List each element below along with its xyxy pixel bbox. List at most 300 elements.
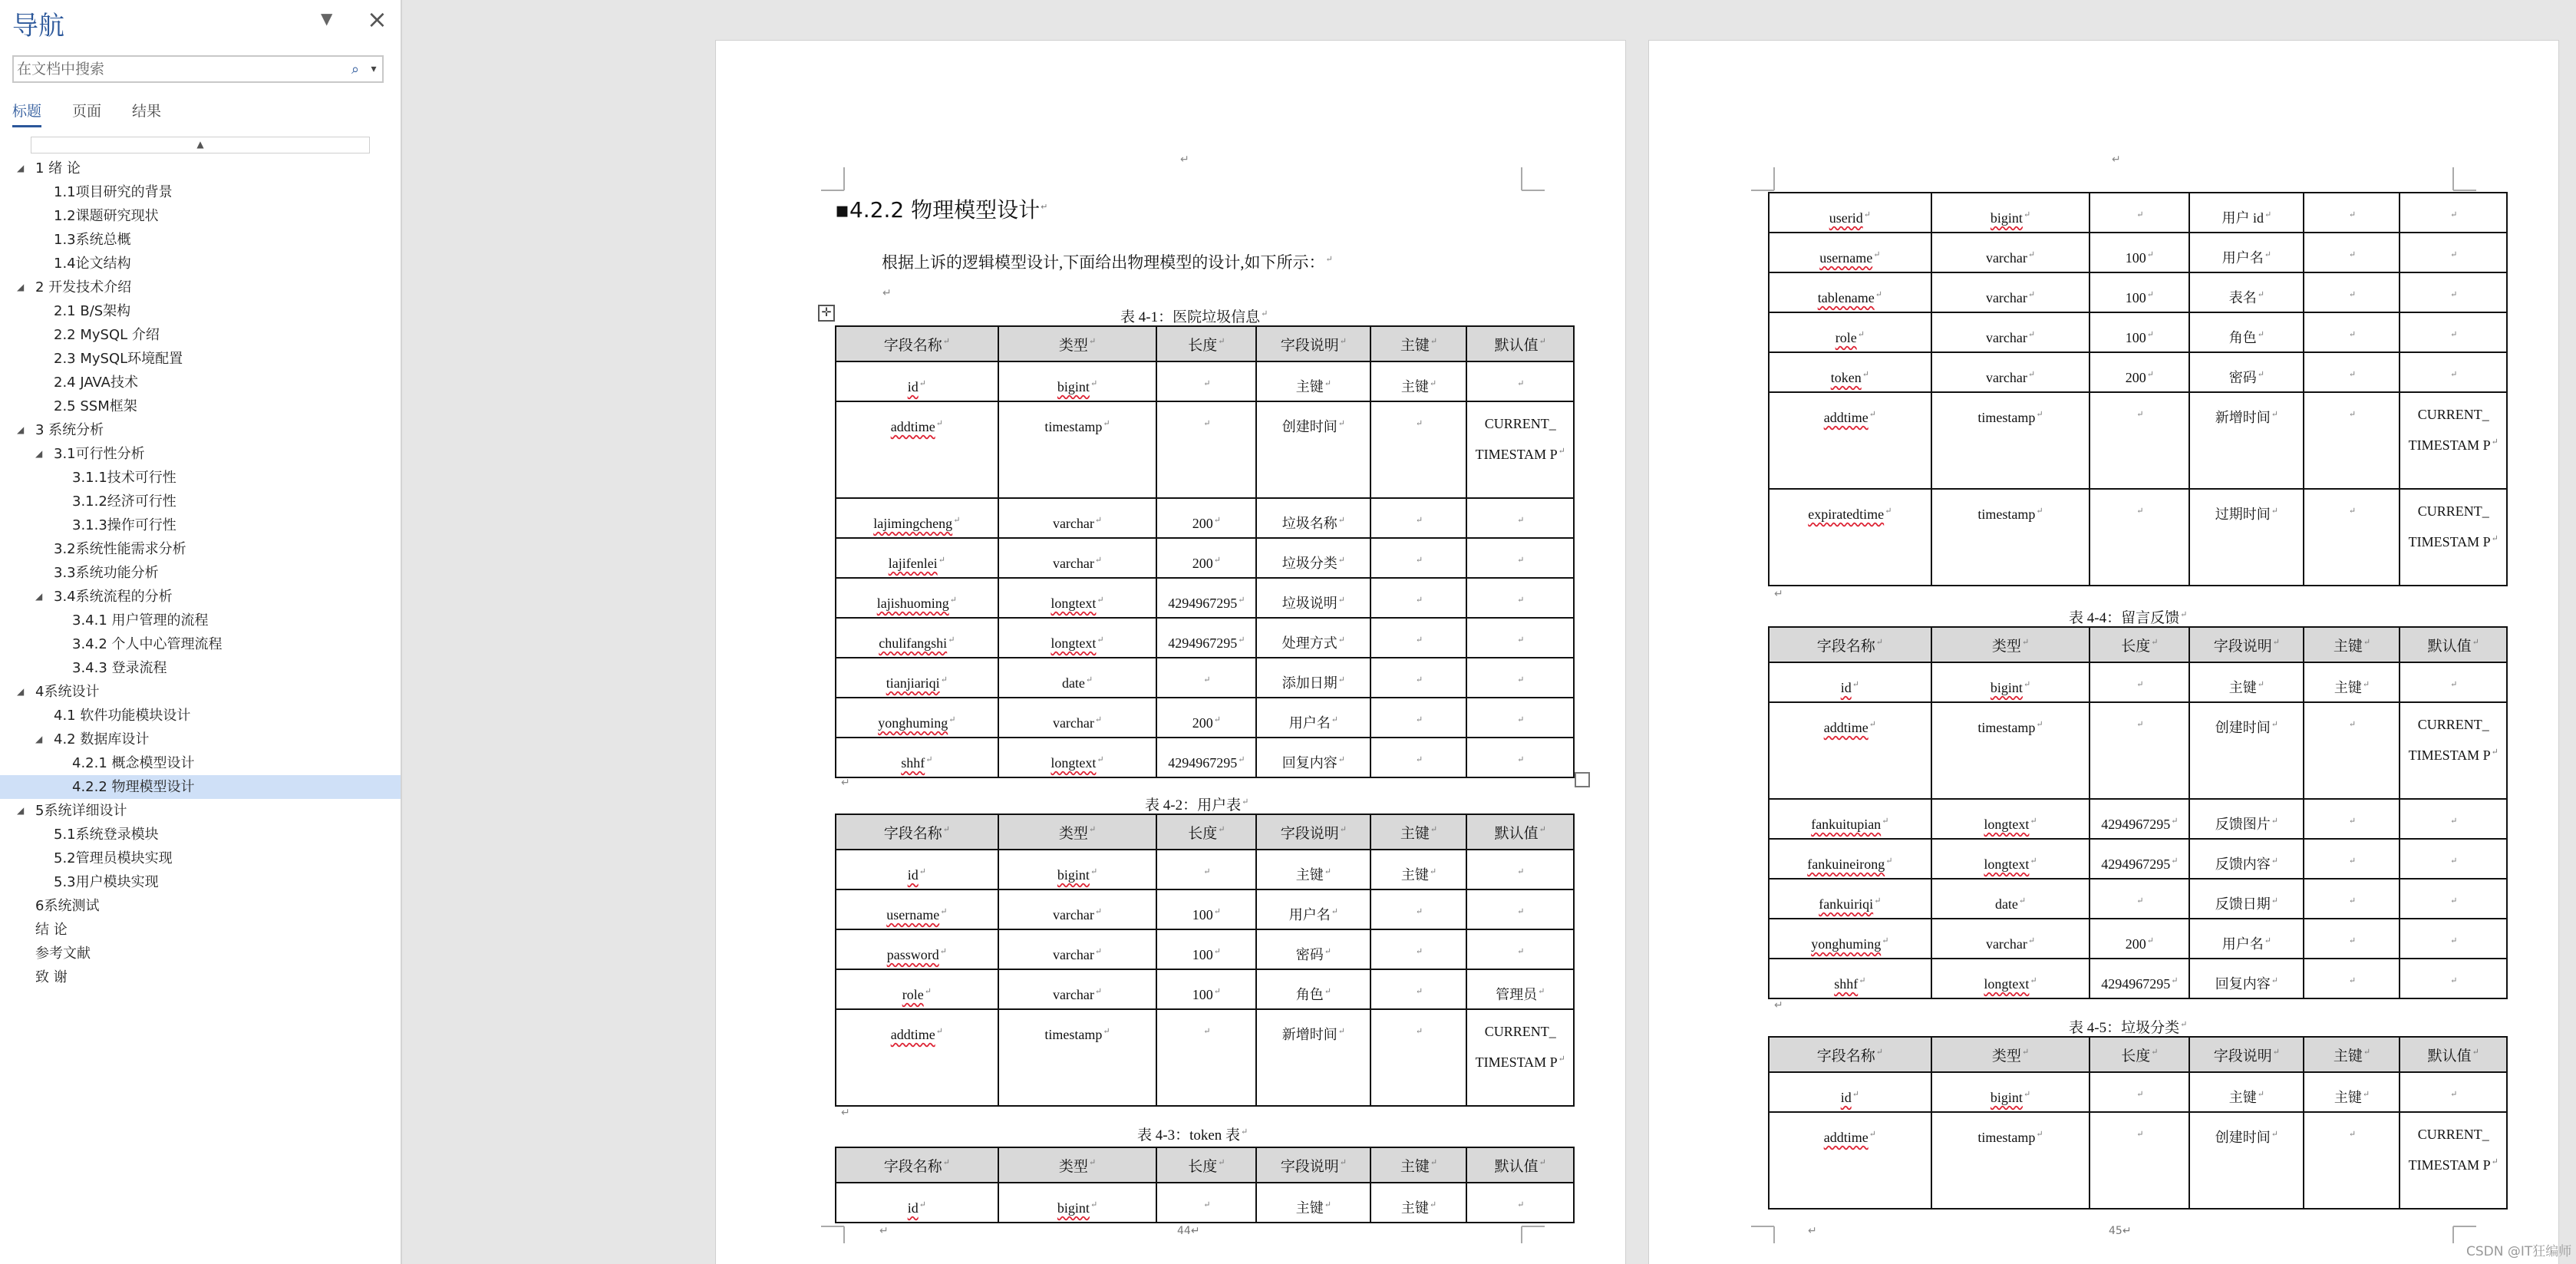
table-cell bbox=[2400, 702, 2507, 799]
cell-text: 主键 bbox=[2228, 1090, 2257, 1105]
table-cell bbox=[1769, 919, 1931, 959]
expand-triangle-icon[interactable]: ◢ bbox=[35, 734, 43, 744]
table-cell bbox=[2304, 839, 2400, 879]
cell-mark: ↵ bbox=[1415, 1027, 1423, 1036]
header-text: 默认值 bbox=[2427, 638, 2472, 655]
cell-text: 200 bbox=[2125, 936, 2146, 952]
table-cell bbox=[836, 618, 998, 658]
nav-heading-label: 4.2 数据库设计 bbox=[54, 731, 150, 748]
nav-heading-item[interactable] bbox=[0, 775, 401, 799]
cell-mark: ↵ bbox=[2271, 856, 2278, 866]
header-text: 长度 bbox=[2121, 638, 2151, 655]
caption-text: 表 4-4：留言反馈 bbox=[2069, 610, 2180, 626]
table-row bbox=[1769, 662, 2507, 702]
expand-triangle-icon[interactable]: ◢ bbox=[17, 686, 25, 697]
table-cell bbox=[2400, 799, 2507, 839]
table-cell bbox=[1466, 498, 1574, 538]
cell-text: longtext bbox=[1984, 856, 2030, 872]
nav-heading-label: 3.2系统性能需求分析 bbox=[54, 541, 186, 557]
table-cell bbox=[998, 538, 1157, 578]
table-row bbox=[836, 538, 1574, 578]
cell-mark: ↵ bbox=[2491, 1157, 2498, 1167]
table-row bbox=[836, 738, 1574, 777]
tab-headings[interactable]: 标题 bbox=[12, 100, 41, 127]
cell-mark: ↵ bbox=[2023, 1090, 2031, 1099]
nav-heading-item[interactable] bbox=[0, 942, 401, 965]
header-text: 主键 bbox=[1400, 337, 1430, 354]
cell-mark: ↵ bbox=[1863, 210, 1871, 219]
cell-mark: ↵ bbox=[1097, 755, 1104, 764]
cell-text: varchar bbox=[1052, 715, 1094, 731]
cell-mark: ↵ bbox=[1337, 755, 1345, 764]
cell-mark: ↵ bbox=[2491, 437, 2498, 447]
table-cell bbox=[1931, 839, 2090, 879]
nav-tabs bbox=[12, 100, 192, 127]
cell-text: 主键 bbox=[2334, 1090, 2362, 1105]
table-row bbox=[836, 578, 1574, 618]
table-caption-4-1: 表 4-1：医院垃圾信息↵ bbox=[1120, 309, 1268, 325]
cell-mark: ↵ bbox=[1097, 635, 1104, 645]
nav-heading-item[interactable] bbox=[0, 371, 401, 394]
nav-heading-item[interactable] bbox=[0, 894, 401, 918]
cell-text: 200 bbox=[1192, 556, 1213, 571]
table-cell bbox=[1370, 850, 1466, 889]
collapse-all-button[interactable]: ▲ bbox=[31, 137, 370, 153]
cell-text: lajimingcheng bbox=[873, 516, 953, 531]
table-cell bbox=[1466, 401, 1574, 498]
table-cell bbox=[1466, 889, 1574, 929]
table-header-cell bbox=[1256, 1147, 1370, 1183]
nav-heading-label: 致 谢 bbox=[35, 969, 68, 985]
cell-mark: ↵ bbox=[2450, 1090, 2458, 1099]
cell-mark: ↵ bbox=[2027, 330, 2036, 339]
table-header-cell bbox=[1370, 326, 1466, 361]
cell-mark: ↵ bbox=[1088, 1158, 1097, 1168]
cell-mark: ↵ bbox=[1094, 947, 1103, 956]
table-cell bbox=[2189, 662, 2304, 702]
table-cell bbox=[2089, 839, 2189, 879]
nav-heading-item[interactable] bbox=[0, 751, 401, 775]
cell-mark: ↵ bbox=[2018, 896, 2027, 906]
header-text: 主键 bbox=[1400, 825, 1430, 842]
table-header-cell bbox=[1156, 1147, 1256, 1183]
nav-heading-label: 4.1 软件功能模块设计 bbox=[54, 708, 191, 724]
cell-mark: ↵ bbox=[1090, 867, 1098, 876]
table-header-cell bbox=[1466, 814, 1574, 850]
cell-text: 100 bbox=[1192, 907, 1213, 922]
cell-mark: ↵ bbox=[2146, 370, 2154, 379]
cell-text: 主键 bbox=[1400, 379, 1429, 394]
cell-mark: ↵ bbox=[2450, 290, 2458, 299]
table-cell bbox=[998, 929, 1157, 969]
nav-heading-item[interactable] bbox=[0, 418, 401, 442]
cell-text: 主键 bbox=[1295, 1200, 1324, 1216]
cell-text: lajifenlei bbox=[888, 556, 938, 571]
expand-triangle-icon[interactable]: ◢ bbox=[17, 805, 25, 816]
table-cell bbox=[998, 658, 1157, 698]
cell-mark: ↵ bbox=[1558, 447, 1565, 456]
cell-mark: ↵ bbox=[1203, 379, 1211, 388]
nav-heading-item[interactable] bbox=[0, 323, 401, 347]
cell-mark: ↵ bbox=[935, 419, 943, 428]
table-cell bbox=[2304, 799, 2400, 839]
expand-triangle-icon[interactable]: ◢ bbox=[17, 163, 25, 173]
table-move-handle-icon[interactable]: ✛ bbox=[818, 305, 835, 322]
cell-mark: ↵ bbox=[2472, 638, 2479, 648]
table-4-5 bbox=[1768, 1036, 2508, 1210]
table-row bbox=[836, 698, 1574, 738]
table-cell bbox=[998, 1009, 1157, 1106]
expand-triangle-icon[interactable]: ◢ bbox=[17, 282, 25, 292]
table-header-row bbox=[1769, 627, 2507, 662]
table-cell bbox=[1370, 578, 1466, 618]
nav-heading-item[interactable] bbox=[0, 252, 401, 276]
nav-heading-item[interactable] bbox=[0, 704, 401, 728]
nav-heading-item[interactable] bbox=[0, 561, 401, 585]
cell-mark: ↵ bbox=[1337, 556, 1345, 565]
cell-mark: ↵ bbox=[1213, 947, 1221, 956]
cell-text: 密码 bbox=[1295, 947, 1324, 962]
nav-heading-item[interactable] bbox=[0, 585, 401, 609]
nav-heading-item[interactable] bbox=[0, 965, 401, 989]
table-cell bbox=[1466, 850, 1574, 889]
cell-text: 4294967295 bbox=[1168, 635, 1238, 651]
paragraph-mark: ↵ bbox=[1774, 588, 1783, 600]
table-cell bbox=[2400, 1112, 2507, 1209]
cell-mark: ↵ bbox=[2271, 896, 2278, 906]
cell-text: 垃圾分类 bbox=[1281, 556, 1337, 571]
table-cell bbox=[998, 850, 1157, 889]
table-cell bbox=[2304, 312, 2400, 352]
table-row bbox=[1769, 1112, 2507, 1209]
table-row bbox=[1769, 879, 2507, 919]
cell-text: password bbox=[886, 947, 939, 962]
cell-mark: ↵ bbox=[1429, 867, 1437, 876]
header-text: 主键 bbox=[2333, 638, 2363, 655]
cell-text: 创建时间 bbox=[2215, 1130, 2271, 1145]
nav-heading-label: 5.3用户模块实现 bbox=[54, 874, 159, 890]
nav-heading-label: 3.4系统流程的分析 bbox=[54, 589, 173, 605]
nav-close-icon[interactable]: × bbox=[367, 5, 388, 34]
cell-text: 用户名 bbox=[1288, 907, 1331, 922]
nav-heading-item[interactable] bbox=[0, 799, 401, 823]
cell-text: lajishuoming bbox=[876, 596, 949, 611]
nav-heading-item[interactable] bbox=[0, 632, 401, 656]
nav-heading-label: 参考文献 bbox=[35, 946, 91, 962]
table-header-cell bbox=[1769, 627, 1931, 662]
cell-mark: ↵ bbox=[1429, 379, 1437, 388]
cell-text: 4294967295 bbox=[1168, 755, 1238, 771]
table-cell bbox=[1466, 658, 1574, 698]
header-text: 长度 bbox=[2121, 1048, 2151, 1064]
cell-text: fankuitupian bbox=[1811, 817, 1882, 832]
nav-heading-item[interactable] bbox=[0, 656, 401, 680]
table-cell bbox=[1370, 401, 1466, 498]
table-row bbox=[1769, 919, 2507, 959]
page-number: 44↵ bbox=[1177, 1225, 1200, 1237]
cell-mark: ↵ bbox=[2036, 507, 2043, 516]
header-text: 主键 bbox=[2333, 1048, 2363, 1064]
tab-results[interactable]: 结果 bbox=[132, 103, 162, 120]
table-cell bbox=[2400, 959, 2507, 998]
cell-mark: ↵ bbox=[1203, 1200, 1211, 1210]
table-cell bbox=[1256, 698, 1370, 738]
nav-heading-item[interactable] bbox=[0, 728, 401, 751]
cell-mark: ↵ bbox=[2348, 410, 2357, 419]
table-cell bbox=[2400, 312, 2507, 352]
cell-mark: ↵ bbox=[2348, 720, 2357, 729]
nav-heading-item[interactable] bbox=[0, 157, 401, 180]
nav-heading-item[interactable] bbox=[0, 513, 401, 537]
table-row bbox=[836, 929, 1574, 969]
table-cell bbox=[1466, 698, 1574, 738]
cell-text: 主键 bbox=[1400, 1200, 1429, 1216]
table-cell bbox=[1466, 1183, 1574, 1223]
cell-mark: ↵ bbox=[942, 825, 950, 835]
search-icon[interactable]: ⌕ bbox=[351, 61, 360, 78]
cell-text: addtime bbox=[890, 1027, 935, 1042]
table-cell bbox=[1370, 969, 1466, 1009]
nav-heading-label: 3.4.1 用户管理的流程 bbox=[72, 612, 209, 629]
cell-mark: ↵ bbox=[2450, 250, 2458, 259]
cell-mark: ↵ bbox=[1517, 635, 1525, 645]
table-row bbox=[1769, 392, 2507, 489]
nav-options-chevron-icon[interactable]: ▼ bbox=[321, 9, 333, 28]
table-cell bbox=[2400, 352, 2507, 392]
cell-mark: ↵ bbox=[939, 947, 947, 956]
cell-mark: ↵ bbox=[2151, 1048, 2159, 1058]
cell-text: varchar bbox=[1052, 516, 1094, 531]
cell-mark: ↵ bbox=[1517, 867, 1525, 876]
table-cell bbox=[1156, 578, 1256, 618]
cell-mark: ↵ bbox=[2348, 290, 2357, 299]
nav-heading-label: 3.3系统功能分析 bbox=[54, 565, 159, 581]
table-cell bbox=[1769, 272, 1931, 312]
cell-text: 过期时间 bbox=[2215, 507, 2271, 522]
table-cell bbox=[2304, 879, 2400, 919]
cell-mark: ↵ bbox=[935, 1027, 943, 1036]
table-cell bbox=[998, 1183, 1157, 1223]
nav-heading-item[interactable] bbox=[0, 394, 401, 418]
cell-mark: ↵ bbox=[2136, 896, 2144, 906]
nav-heading-item[interactable] bbox=[0, 204, 401, 228]
table-cell bbox=[1370, 1183, 1466, 1223]
table-cell bbox=[1931, 959, 2090, 998]
cell-mark: ↵ bbox=[2030, 817, 2037, 826]
cell-mark: ↵ bbox=[2271, 817, 2278, 826]
header-text: 字段说明 bbox=[2213, 1048, 2272, 1064]
cell-text: 100 bbox=[2125, 330, 2146, 345]
cell-mark: ↵ bbox=[2136, 507, 2144, 516]
tab-pages[interactable]: 页面 bbox=[72, 103, 102, 120]
table-row bbox=[1769, 959, 2507, 998]
table-row bbox=[1769, 233, 2507, 272]
paragraph-mark: ↵ bbox=[879, 1225, 889, 1237]
intro-text: 根据上诉的逻辑模型设计,下面给出物理模型的设计,如下所示： bbox=[882, 253, 1325, 272]
cell-text: id bbox=[907, 1200, 919, 1216]
cell-text: bigint bbox=[1057, 867, 1090, 883]
nav-heading-item[interactable] bbox=[0, 609, 401, 632]
cell-text: 4294967295 bbox=[2101, 976, 2171, 992]
table-cell bbox=[836, 578, 998, 618]
table-cell bbox=[2304, 919, 2400, 959]
cell-mark: ↵ bbox=[1869, 410, 1876, 419]
table-cell bbox=[2400, 392, 2507, 489]
header-text: 类型 bbox=[1991, 1048, 2021, 1064]
cell-mark: ↵ bbox=[1339, 825, 1347, 835]
cell-mark: ↵ bbox=[1873, 250, 1881, 259]
nav-heading-item[interactable] bbox=[0, 847, 401, 870]
cell-text: 添加日期 bbox=[1281, 675, 1337, 691]
nav-heading-item[interactable] bbox=[0, 823, 401, 847]
nav-heading-item[interactable] bbox=[0, 537, 401, 561]
cell-text: 4294967295 bbox=[1168, 596, 1238, 611]
table-row bbox=[1769, 839, 2507, 879]
table-4-1 bbox=[835, 325, 1575, 778]
cell-mark: ↵ bbox=[2136, 1130, 2144, 1139]
table-cell bbox=[2089, 312, 2189, 352]
cell-mark: ↵ bbox=[1218, 337, 1225, 347]
header-text: 字段说明 bbox=[1280, 337, 1339, 354]
table-header-cell bbox=[2189, 1037, 2304, 1072]
table-cell bbox=[2400, 193, 2507, 233]
header-text: 类型 bbox=[1058, 1158, 1088, 1175]
cell-text: 200 bbox=[2125, 370, 2146, 385]
cell-mark: ↵ bbox=[2362, 1090, 2370, 1099]
paragraph-mark: ↵ bbox=[1774, 999, 1783, 1012]
table-header-cell bbox=[998, 326, 1157, 361]
cell-text: timestamp bbox=[1977, 507, 2036, 522]
table-cell bbox=[998, 578, 1157, 618]
table-header-cell bbox=[1931, 627, 2090, 662]
table-4-3-part-2 bbox=[1768, 192, 2508, 586]
cell-mark: ↵ bbox=[1213, 556, 1221, 565]
table-row bbox=[836, 658, 1574, 698]
table-cell bbox=[2304, 1072, 2400, 1112]
table-cell bbox=[836, 538, 998, 578]
table-header-cell bbox=[1466, 1147, 1574, 1183]
cell-mark: ↵ bbox=[2348, 856, 2357, 866]
table-resize-handle[interactable] bbox=[1575, 772, 1590, 787]
cell-mark: ↵ bbox=[1203, 419, 1211, 428]
cell-mark: ↵ bbox=[2348, 507, 2357, 516]
table-cell bbox=[1156, 658, 1256, 698]
table-row bbox=[836, 969, 1574, 1009]
paragraph-mark: ↵ bbox=[1808, 1225, 1817, 1237]
table-cell bbox=[2304, 392, 2400, 489]
nav-heading-item[interactable] bbox=[0, 180, 401, 204]
table-cell bbox=[2400, 662, 2507, 702]
cell-mark: ↵ bbox=[2257, 680, 2264, 689]
cell-mark: ↵ bbox=[2146, 936, 2154, 946]
table-cell bbox=[1769, 702, 1931, 799]
cell-mark: ↵ bbox=[1885, 507, 1892, 516]
table-cell bbox=[836, 698, 998, 738]
nav-heading-item[interactable] bbox=[0, 680, 401, 704]
nav-heading-item[interactable] bbox=[0, 918, 401, 942]
nav-heading-item[interactable] bbox=[0, 276, 401, 299]
cell-text: 垃圾名称 bbox=[1281, 516, 1337, 531]
nav-heading-item[interactable] bbox=[0, 870, 401, 894]
nav-heading-label: 2.2 MySQL 介绍 bbox=[54, 327, 160, 343]
cell-mark: ↵ bbox=[1337, 1027, 1345, 1036]
cell-text: 主键 bbox=[1400, 867, 1429, 883]
cell-mark: ↵ bbox=[2027, 290, 2036, 299]
table-header-cell bbox=[2189, 627, 2304, 662]
nav-heading-item[interactable] bbox=[0, 466, 401, 490]
cell-mark: ↵ bbox=[919, 379, 926, 388]
header-text: 默认值 bbox=[1494, 825, 1539, 842]
expand-triangle-icon[interactable]: ◢ bbox=[35, 591, 43, 602]
search-options-chevron-icon[interactable]: ▾ bbox=[371, 63, 377, 75]
cell-text: token bbox=[1830, 370, 1862, 385]
table-cell bbox=[1156, 498, 1256, 538]
table-cell bbox=[2189, 959, 2304, 998]
cell-text: 主键 bbox=[1295, 867, 1324, 883]
table-cell bbox=[2189, 193, 2304, 233]
table-cell bbox=[2304, 489, 2400, 586]
cell-mark: ↵ bbox=[1875, 1048, 1883, 1058]
nav-heading-item[interactable] bbox=[0, 347, 401, 371]
cell-mark: ↵ bbox=[2257, 370, 2264, 379]
cell-mark: ↵ bbox=[2348, 1130, 2357, 1139]
cell-mark: ↵ bbox=[1337, 419, 1345, 428]
nav-heading-label: 1.1项目研究的背景 bbox=[54, 184, 173, 200]
table-cell bbox=[1256, 618, 1370, 658]
table-cell bbox=[1370, 658, 1466, 698]
cell-text: addtime bbox=[1823, 720, 1869, 735]
table-cell bbox=[998, 618, 1157, 658]
paragraph-mark: ↵ bbox=[882, 287, 892, 299]
table-cell bbox=[836, 929, 998, 969]
table-cell bbox=[998, 738, 1157, 777]
cell-mark: ↵ bbox=[1337, 516, 1345, 525]
expand-triangle-icon[interactable]: ◢ bbox=[35, 448, 43, 459]
cell-text: varchar bbox=[1052, 907, 1094, 922]
nav-heading-label: 3.4.2 个人中心管理流程 bbox=[72, 636, 223, 652]
cell-mark: ↵ bbox=[1517, 947, 1525, 956]
cell-text: addtime bbox=[1823, 410, 1869, 425]
table-cell bbox=[2304, 702, 2400, 799]
table-cell bbox=[2189, 1072, 2304, 1112]
table-header-cell bbox=[1931, 1037, 2090, 1072]
cell-mark: ↵ bbox=[1517, 755, 1525, 764]
table-4-2 bbox=[835, 814, 1575, 1107]
table-cell bbox=[1466, 578, 1574, 618]
cell-mark: ↵ bbox=[2450, 680, 2458, 689]
table-cell bbox=[1256, 1183, 1370, 1223]
cell-mark: ↵ bbox=[1324, 379, 1331, 388]
nav-search-input[interactable] bbox=[14, 57, 345, 81]
cell-mark: ↵ bbox=[1088, 337, 1097, 347]
cell-mark: ↵ bbox=[1337, 635, 1345, 645]
expand-triangle-icon[interactable]: ◢ bbox=[17, 424, 25, 435]
cell-mark: ↵ bbox=[1324, 987, 1331, 996]
cell-mark: ↵ bbox=[2136, 720, 2144, 729]
cell-text: timestamp bbox=[1977, 720, 2036, 735]
table-cell bbox=[2304, 272, 2400, 312]
nav-heading-item[interactable] bbox=[0, 299, 401, 323]
nav-heading-item[interactable] bbox=[0, 228, 401, 252]
cell-mark: ↵ bbox=[2450, 896, 2458, 906]
cell-mark: ↵ bbox=[1415, 947, 1423, 956]
table-cell bbox=[2189, 312, 2304, 352]
cell-text: 用户名 bbox=[1288, 715, 1331, 731]
nav-heading-item[interactable] bbox=[0, 442, 401, 466]
nav-heading-item[interactable] bbox=[0, 490, 401, 513]
table-header-cell bbox=[1156, 326, 1256, 361]
nav-heading-label: 5.2管理员模块实现 bbox=[54, 850, 173, 866]
